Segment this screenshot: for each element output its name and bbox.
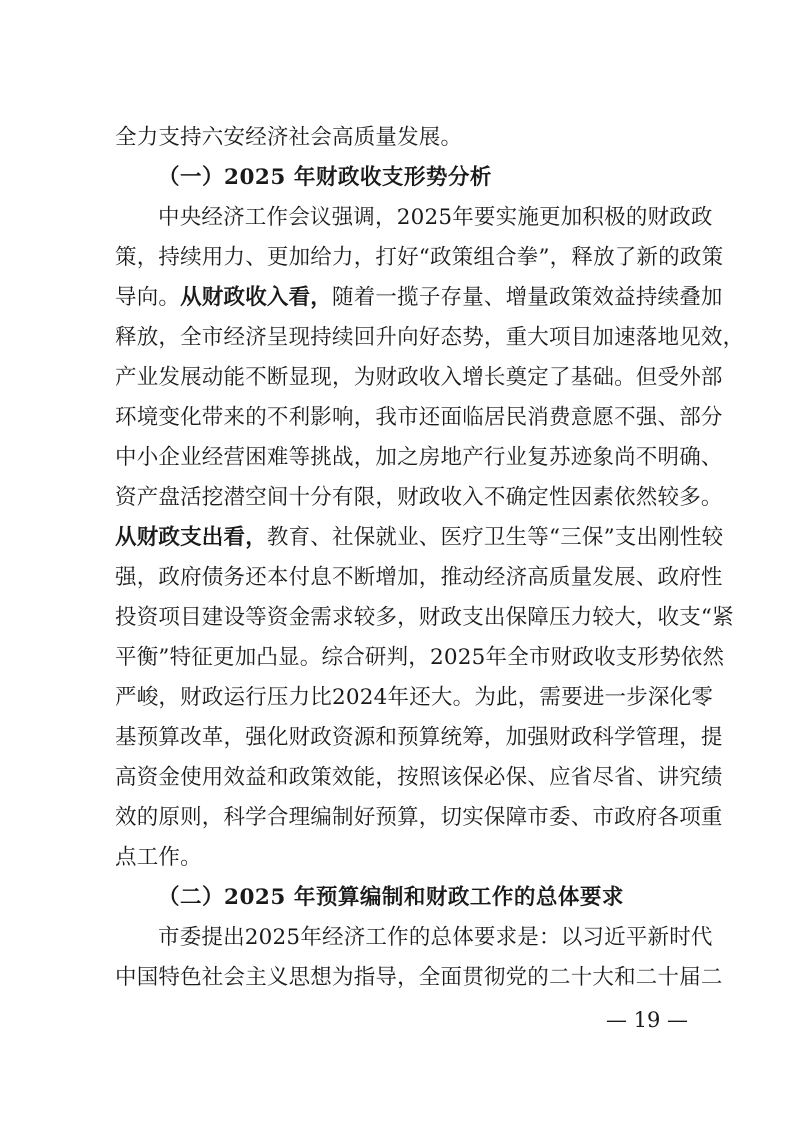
text-line: 严峻，财政运行压力比2024年还大。为此，需要进一步深化零 — [115, 685, 714, 710]
text-line: 释放，全市经济呈现持续回升向好态势，重大项目加速落地见效， — [115, 325, 745, 350]
text-line — [115, 518, 724, 558]
text-line: 资产盘活挖潜空间十分有限，财政收入不确定性因素依然较多。 — [115, 485, 723, 510]
section-heading-1: （一）2025 年财政收支形势分析 — [158, 165, 492, 190]
section-heading-2: （二）2025 年预算编制和财政工作的总体要求 — [158, 885, 624, 910]
text-line: 中央经济工作会议强调，2025年要实施更加积极的财政政 — [158, 205, 713, 230]
text-line: 效的原则，科学合理编制好预算，切实保障市委、市政府各项重 — [115, 805, 723, 830]
text-line: 产业发展动能不断显现，为财政收入增长奠定了基础。但受外部 — [115, 365, 723, 390]
text-line — [115, 278, 723, 318]
text-line: 点工作。 — [115, 845, 202, 870]
text-line: 基预算改革，强化财政资源和预算统筹，加强财政科学管理，提 — [115, 725, 723, 750]
text-line: 策，持续用力、更加给力，打好“政策组合拳”，释放了新的政策 — [115, 245, 724, 270]
bold-lead-expense: 从财政支出看， — [115, 525, 267, 550]
text-line: 环境变化带来的不利影响，我市还面临居民消费意愿不强、部分 — [115, 405, 723, 430]
text-span: 随着一揽子存量、增量政策效益持续叠加 — [332, 285, 723, 310]
text-line: 全力支持六安经济社会高质量发展。 — [115, 125, 463, 150]
text-span: 教育、社保就业、医疗卫生等“三保”支出刚性较 — [266, 525, 724, 550]
text-line: 市委提出2025年经济工作的总体要求是：以习近平新时代 — [158, 925, 713, 950]
page-number: — 19 — — [605, 1008, 689, 1032]
text-line: 中国特色社会主义思想为指导，全面贯彻党的二十大和二十届二 — [115, 965, 723, 990]
bold-lead-income: 从财政收入看， — [180, 285, 333, 310]
text-line: 高资金使用效益和政策效能，按照该保必保、应省尽省、讲究绩 — [115, 765, 723, 790]
text-line: 投资项目建设等资金需求较多，财政支出保障压力较大，收支“紧 — [115, 605, 734, 630]
text-line: 平衡”特征更加凸显。综合研判，2025年全市财政收支形势依然 — [115, 645, 725, 670]
text-line: 中小企业经营困难等挑战，加之房地产行业复苏迹象尚不明确、 — [115, 445, 723, 470]
text-span: 导向。 — [115, 285, 181, 310]
text-line: 强，政府债务还本付息不断增加，推动经济高质量发展、政府性 — [115, 565, 723, 590]
